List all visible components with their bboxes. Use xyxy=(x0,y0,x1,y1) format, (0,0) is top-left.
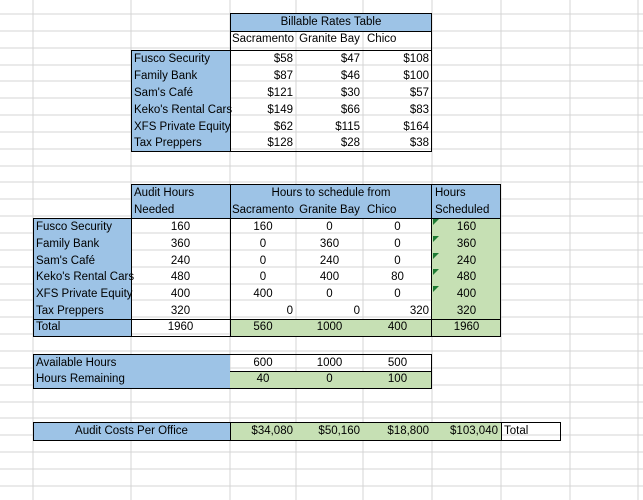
costs-divider-2 xyxy=(501,423,502,440)
rates-client-family-bank[interactable]: Family Bank xyxy=(131,68,230,85)
rates-cell[interactable]: $100 xyxy=(403,70,429,82)
audit-client-tax-preppers[interactable]: Tax Preppers xyxy=(33,303,131,320)
available-hours-label[interactable]: Available Hours xyxy=(33,355,230,372)
audit-sac-cell[interactable]: 0 xyxy=(286,305,293,317)
rates-client-fusco[interactable]: Fusco Security xyxy=(131,51,230,68)
audit-header-sacramento[interactable]: Sacramento xyxy=(230,202,296,219)
audit-header-scheduled-2[interactable]: Scheduled xyxy=(432,202,501,219)
costs-sac[interactable]: $34,080 xyxy=(230,423,296,440)
hours-remaining-label[interactable]: Hours Remaining xyxy=(33,371,230,388)
rates-cell[interactable]: $121 xyxy=(267,87,293,99)
audit-chico-cell[interactable]: 0 xyxy=(394,221,401,233)
audit-gb-cell[interactable]: 240 xyxy=(319,255,340,267)
rates-header-sacramento[interactable]: Sacramento xyxy=(231,33,294,45)
rates-cell[interactable]: $83 xyxy=(409,104,429,116)
rates-cell[interactable]: $115 xyxy=(335,121,360,133)
audit-needed-cell[interactable]: 160 xyxy=(170,221,191,233)
rates-header-granite-bay[interactable]: Granite Bay xyxy=(299,33,360,45)
audit-scheduled-cell[interactable]: 480 xyxy=(432,269,501,286)
rates-client-xfs[interactable]: XFS Private Equity xyxy=(131,119,230,136)
rates-cell[interactable]: $164 xyxy=(403,121,429,133)
rates-cell[interactable]: $58 xyxy=(273,53,293,65)
available-divider xyxy=(230,371,432,372)
rates-cell[interactable]: $149 xyxy=(267,104,293,116)
audit-scheduled-cell[interactable]: 160 xyxy=(432,219,501,236)
audit-needed-cell[interactable]: 360 xyxy=(170,238,191,250)
costs-total-label[interactable]: Total xyxy=(504,425,529,437)
audit-chico-cell[interactable]: 320 xyxy=(409,305,429,317)
audit-total-scheduled[interactable]: 1960 xyxy=(432,319,501,336)
rates-cell[interactable]: $38 xyxy=(409,137,429,149)
audit-total-gb[interactable]: 1000 xyxy=(296,319,363,336)
error-flag-icon xyxy=(433,286,439,292)
rates-cell[interactable]: $87 xyxy=(273,70,293,82)
audit-client-sams-cafe[interactable]: Sam's Café xyxy=(33,253,131,270)
rates-client-tax-preppers[interactable]: Tax Preppers xyxy=(131,135,230,152)
audit-total-sac[interactable]: 560 xyxy=(230,319,296,336)
audit-gb-cell[interactable]: 0 xyxy=(326,288,333,300)
audit-sac-cell[interactable]: 0 xyxy=(259,238,267,250)
rates-header-chico[interactable]: Chico xyxy=(367,33,397,45)
audit-chico-cell[interactable]: 0 xyxy=(394,255,401,267)
available-chico[interactable]: 500 xyxy=(387,357,408,369)
audit-needed-cell[interactable]: 400 xyxy=(170,288,191,300)
rates-cell[interactable]: $66 xyxy=(340,104,360,116)
remaining-gb[interactable]: 0 xyxy=(296,371,363,388)
audit-total-needed[interactable]: 1960 xyxy=(167,321,194,333)
audit-scheduled-cell[interactable]: 240 xyxy=(432,253,501,270)
audit-costs-label[interactable]: Audit Costs Per Office xyxy=(33,423,230,440)
rates-cell[interactable]: $57 xyxy=(409,87,429,99)
audit-total-chico[interactable]: 400 xyxy=(363,319,432,336)
audit-needed-cell[interactable]: 240 xyxy=(170,255,191,267)
rates-cell[interactable]: $62 xyxy=(273,121,293,133)
error-flag-icon xyxy=(433,219,439,225)
rates-cell[interactable]: $30 xyxy=(340,87,360,99)
audit-chico-cell[interactable]: 0 xyxy=(394,288,401,300)
audit-client-xfs[interactable]: XFS Private Equity xyxy=(33,286,131,303)
audit-sac-cell[interactable]: 0 xyxy=(259,271,267,283)
audit-header-chico[interactable]: Chico xyxy=(363,202,432,219)
costs-gb[interactable]: $50,160 xyxy=(296,423,363,440)
rates-cell[interactable]: $128 xyxy=(267,137,293,149)
audit-needed-cell[interactable]: 320 xyxy=(170,305,191,317)
audit-header-granite-bay[interactable]: Granite Bay xyxy=(296,202,363,219)
error-flag-icon xyxy=(433,269,439,275)
audit-gb-cell[interactable]: 0 xyxy=(353,305,360,317)
audit-total-divider xyxy=(33,319,501,320)
error-flag-icon xyxy=(433,236,439,242)
rates-client-kekos[interactable]: Keko's Rental Cars xyxy=(131,102,230,119)
audit-header-schedule-from[interactable]: Hours to schedule from xyxy=(230,185,432,202)
audit-sac-cell[interactable]: 0 xyxy=(259,255,267,267)
audit-needed-cell[interactable]: 480 xyxy=(170,271,191,283)
audit-gb-cell[interactable]: 400 xyxy=(319,271,340,283)
audit-client-kekos[interactable]: Keko's Rental Cars xyxy=(33,269,131,286)
audit-total-label[interactable]: Total xyxy=(33,319,131,336)
audit-gb-cell[interactable]: 360 xyxy=(319,238,340,250)
audit-client-family-bank[interactable]: Family Bank xyxy=(33,236,131,253)
available-sac[interactable]: 600 xyxy=(253,357,273,369)
rates-cell[interactable]: $28 xyxy=(340,137,360,149)
audit-sac-cell[interactable]: 400 xyxy=(253,288,273,300)
rates-cell[interactable]: $47 xyxy=(340,53,360,65)
audit-chico-cell[interactable]: 80 xyxy=(391,271,404,283)
costs-chico[interactable]: $18,800 xyxy=(363,423,432,440)
available-gb[interactable]: 1000 xyxy=(316,357,343,369)
rates-cell[interactable]: $108 xyxy=(403,53,429,65)
audit-gb-cell[interactable]: 0 xyxy=(326,221,333,233)
audit-scheduled-cell[interactable]: 320 xyxy=(432,303,501,320)
audit-scheduled-cell[interactable]: 400 xyxy=(432,286,501,303)
audit-chico-cell[interactable]: 0 xyxy=(394,238,401,250)
costs-total[interactable]: $103,040 xyxy=(432,423,501,440)
audit-header-scheduled-1[interactable]: Hours xyxy=(432,185,501,202)
audit-sac-cell[interactable]: 160 xyxy=(253,221,273,233)
remaining-chico[interactable]: 100 xyxy=(363,371,432,388)
costs-divider-1 xyxy=(230,423,231,440)
audit-client-fusco[interactable]: Fusco Security xyxy=(33,219,131,236)
rates-title[interactable]: Billable Rates Table xyxy=(230,14,432,31)
rates-client-sams-cafe[interactable]: Sam's Café xyxy=(131,85,230,102)
rates-cell[interactable]: $46 xyxy=(340,70,360,82)
error-flag-icon xyxy=(433,253,439,259)
audit-header-needed-2[interactable]: Needed xyxy=(131,202,230,219)
remaining-sac[interactable]: 40 xyxy=(230,371,296,388)
audit-header-needed-1[interactable]: Audit Hours xyxy=(131,185,230,202)
audit-scheduled-cell[interactable]: 360 xyxy=(432,236,501,253)
